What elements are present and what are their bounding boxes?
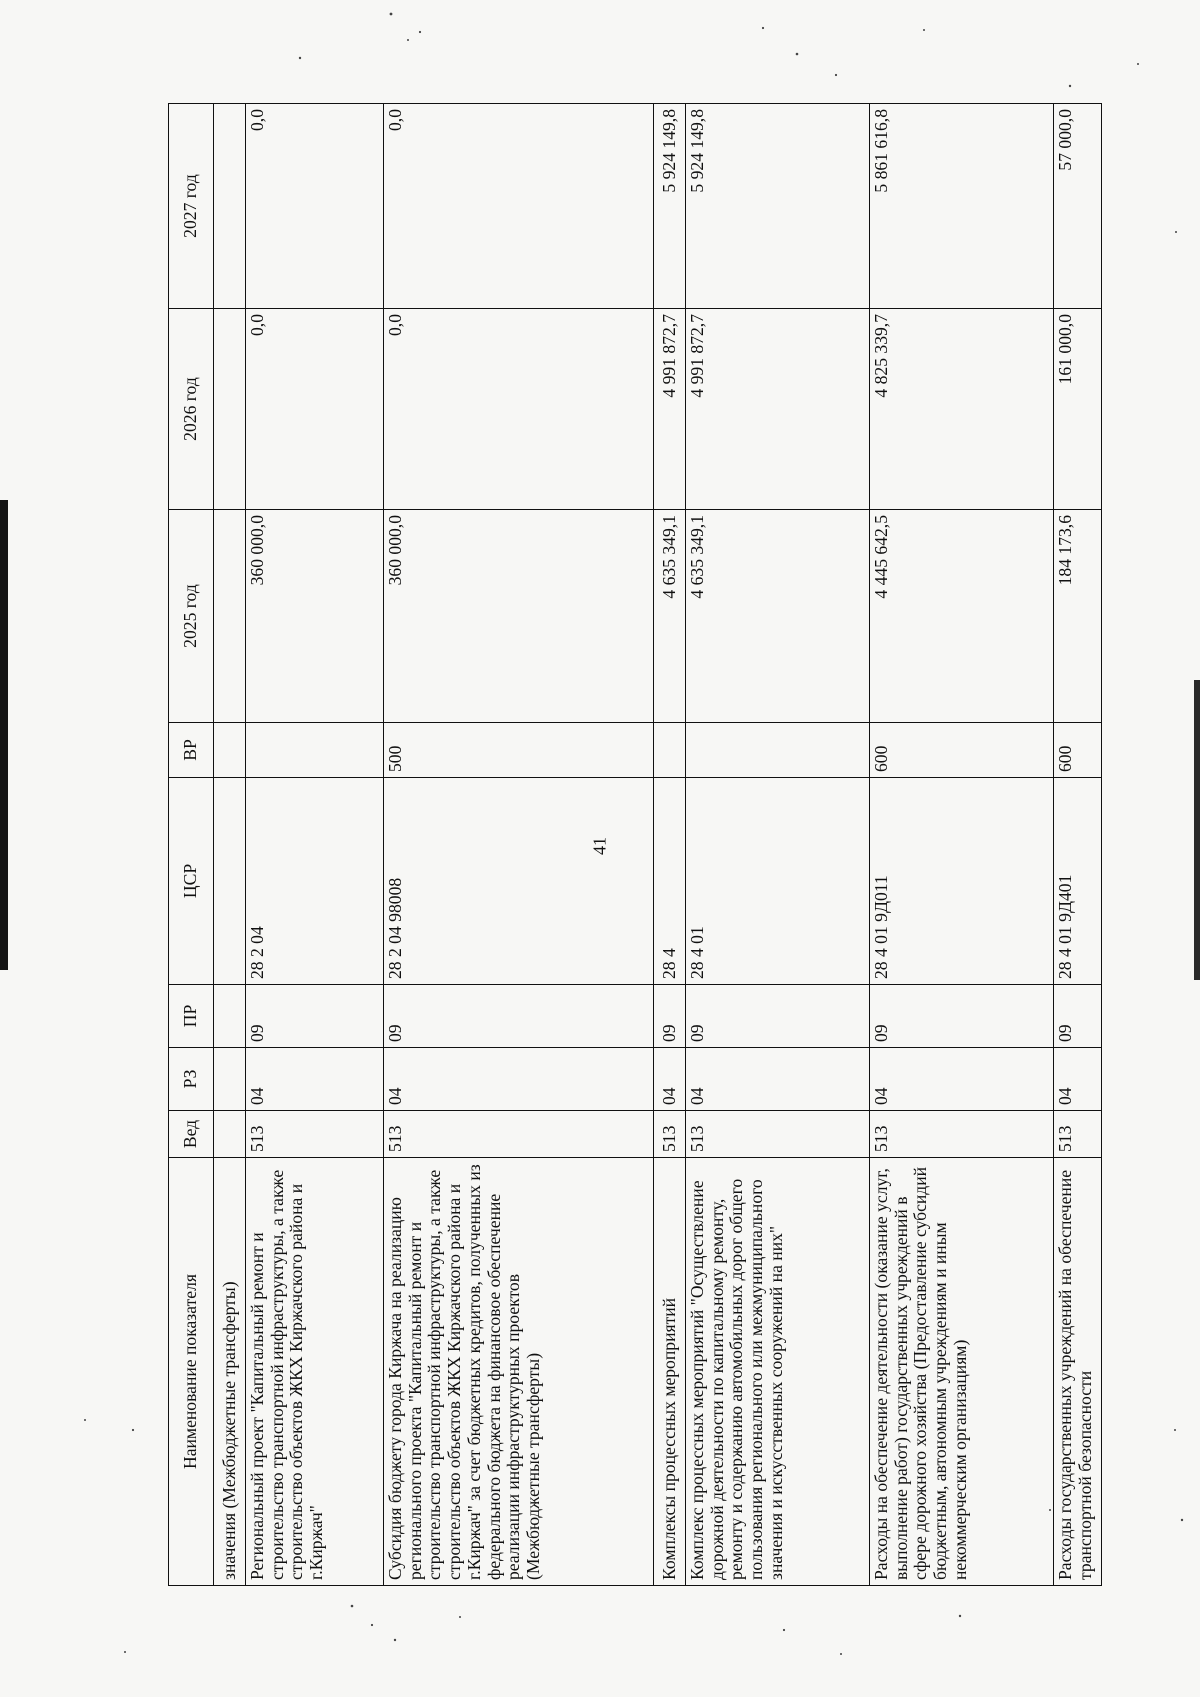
table-row — [384, 104, 654, 1586]
table-row — [1054, 104, 1102, 1586]
cell-2027: 57 000,0 — [1054, 104, 1102, 309]
cell-ved: 513 — [654, 1111, 686, 1158]
cell-2025: 360 000,0 — [384, 510, 654, 723]
cell-ved — [214, 1111, 246, 1158]
budget-table-container — [168, 104, 1121, 1586]
cell-pr: 09 — [384, 985, 654, 1048]
cell-pr: 09 — [870, 985, 1054, 1048]
cell-ved: 513 — [1054, 1111, 1102, 1158]
table-header-row — [169, 104, 214, 1586]
cell-2027: 0,0 — [384, 104, 654, 309]
cell-rz — [214, 1048, 246, 1111]
cell-rz: 04 — [870, 1048, 1054, 1111]
cell-rz: 04 — [246, 1048, 384, 1111]
table-row — [870, 104, 1054, 1586]
table-row — [214, 104, 246, 1586]
table-row — [246, 104, 384, 1586]
cell-2026: 0,0 — [384, 309, 654, 510]
cell-2027: 5 924 149,8 — [686, 104, 870, 309]
cell-2026: 0,0 — [246, 309, 384, 510]
cell-2025: 4 635 349,1 — [654, 510, 686, 723]
cell-2025: 184 173,6 — [1054, 510, 1102, 723]
cell-2026 — [214, 309, 246, 510]
cell-vr: 600 — [870, 723, 1054, 778]
header-2026: 2026 год — [169, 309, 214, 510]
cell-name: Комплексы процессных мероприятий — [654, 1158, 686, 1586]
header-2025: 2025 год — [169, 510, 214, 723]
cell-2026: 161 000,0 — [1054, 309, 1102, 510]
header-vr: ВР — [169, 723, 214, 778]
header-2027: 2027 год — [169, 104, 214, 309]
cell-rz: 04 — [384, 1048, 654, 1111]
cell-2026: 4 825 339,7 — [870, 309, 1054, 510]
cell-pr: 09 — [246, 985, 384, 1048]
cell-pr: 09 — [1054, 985, 1102, 1048]
header-rz: РЗ — [169, 1048, 214, 1111]
cell-2025: 360 000,0 — [246, 510, 384, 723]
cell-2025 — [214, 510, 246, 723]
header-csr: ЦСР — [169, 778, 214, 985]
scan-edge-left — [0, 500, 8, 970]
cell-2026: 4 991 872,7 — [686, 309, 870, 510]
cell-csr: 28 4 01 9Д401 — [1054, 778, 1102, 985]
cell-csr: 28 4 01 — [686, 778, 870, 985]
cell-ved: 513 — [246, 1111, 384, 1158]
cell-vr — [214, 723, 246, 778]
cell-rz: 04 — [654, 1048, 686, 1111]
budget-table — [168, 103, 1102, 1586]
cell-2025: 4 445 642,5 — [870, 510, 1054, 723]
cell-vr — [654, 723, 686, 778]
header-name: Наименование показателя — [169, 1158, 214, 1586]
cell-name: значения (Межбюджетные трансферты) — [214, 1158, 246, 1586]
scan-edge-right — [1194, 680, 1200, 980]
cell-ved: 513 — [686, 1111, 870, 1158]
cell-pr: 09 — [654, 985, 686, 1048]
cell-csr: 28 4 — [654, 778, 686, 985]
header-pr: ПР — [169, 985, 214, 1048]
cell-2027: 0,0 — [246, 104, 384, 309]
page-number: 41 — [589, 837, 610, 855]
cell-csr: 28 4 01 9Д011 — [870, 778, 1054, 985]
cell-rz: 04 — [686, 1048, 870, 1111]
cell-2027 — [214, 104, 246, 309]
cell-ved: 513 — [870, 1111, 1054, 1158]
table-row — [654, 104, 686, 1586]
cell-csr: 28 2 04 98008 — [384, 778, 654, 985]
cell-name: Субсидия бюджету города Киржача на реализацию регионального проекта "Капитальный ремонт и строительство транспортной инфраструктуры, а также строительство объектов ЖКХ Киржачского района и г.Киржач" за счет бюджетных кредитов, полученных из федерального бюджета на финансовое обеспечение реализации инфраструктурных проектов (Межбюджетные трансферты) — [384, 1158, 654, 1586]
cell-name: Расходы на обеспечение деятельности (оказание услуг, выполнение работ) государственных учреждений в сфере дорожного хозяйства (Предоставление субсидий бюджетным, автономным учреждениям и иным некоммерческим организациям) — [870, 1158, 1054, 1586]
cell-csr — [214, 778, 246, 985]
cell-2025: 4 635 349,1 — [686, 510, 870, 723]
cell-vr: 500 — [384, 723, 654, 778]
cell-rz: 04 — [1054, 1048, 1102, 1111]
cell-2027: 5 924 149,8 — [654, 104, 686, 309]
cell-ved: 513 — [384, 1111, 654, 1158]
cell-vr — [246, 723, 384, 778]
cell-pr — [214, 985, 246, 1048]
cell-2027: 5 861 616,8 — [870, 104, 1054, 309]
cell-name: Комплекс процессных мероприятий "Осуществление дорожной деятельности по капитальному ремонту, ремонту и содержанию автомобильных дорог общего пользования регионального или межмуниципального значения и искусственных сооружений на них" — [686, 1158, 870, 1586]
table-row — [686, 104, 870, 1586]
cell-name: Региональный проект "Капитальный ремонт и строительство транспортной инфраструктуры, а также строительство объектов ЖКХ Киржачского района и г.Киржач" — [246, 1158, 384, 1586]
cell-vr: 600 — [1054, 723, 1102, 778]
cell-2026: 4 991 872,7 — [654, 309, 686, 510]
header-ved: Вед — [169, 1111, 214, 1158]
cell-pr: 09 — [686, 985, 870, 1048]
cell-name: Расходы государственных учреждений на обеспечение транспортной безопасности — [1054, 1158, 1102, 1586]
cell-csr: 28 2 04 — [246, 778, 384, 985]
cell-vr — [686, 723, 870, 778]
